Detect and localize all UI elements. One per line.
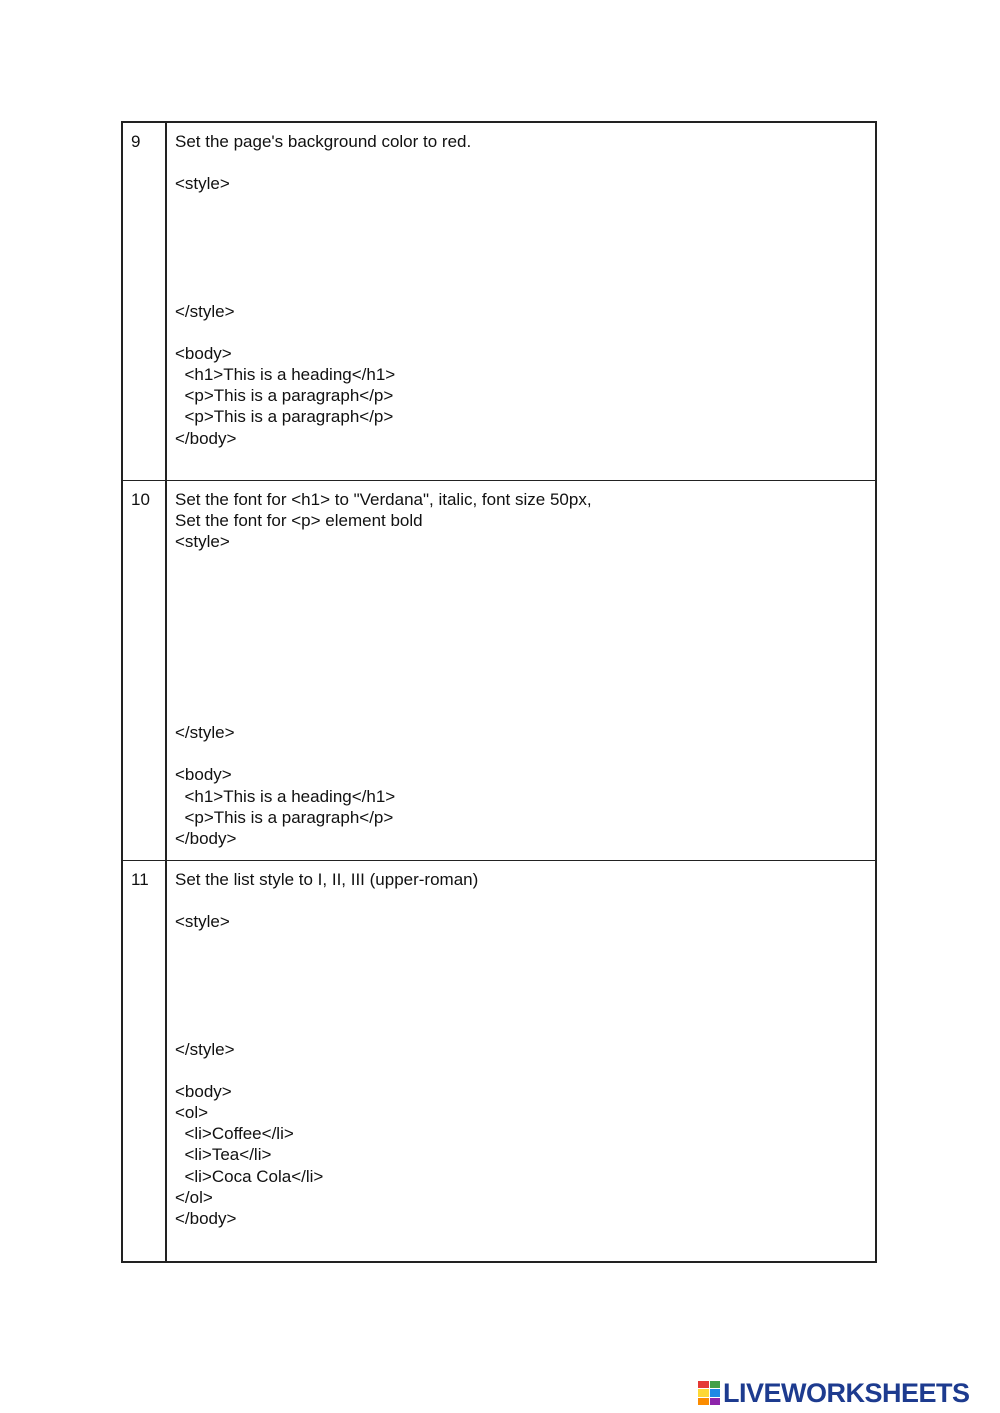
liveworksheets-logo-icon bbox=[698, 1381, 720, 1405]
code-line: </style> bbox=[175, 723, 235, 743]
code-line: <p>This is a paragraph</p> bbox=[175, 807, 394, 827]
code-line: <h1>This is a heading</h1> bbox=[175, 786, 396, 806]
exercise-rows bbox=[122, 122, 876, 1262]
code-line: <style> bbox=[175, 174, 230, 194]
answer-space bbox=[175, 574, 875, 595]
logo-square bbox=[698, 1389, 709, 1396]
exercise-instruction: Set the font for <h1> to "Verdana", italic, font size 50px, bbox=[175, 490, 592, 509]
code-line: <body> bbox=[175, 765, 232, 785]
liveworksheets-logo bbox=[698, 1378, 970, 1408]
answer-space bbox=[175, 195, 875, 216]
exercise-number: 9 bbox=[122, 122, 166, 481]
code-line: <body> bbox=[175, 343, 232, 363]
answer-space bbox=[175, 1017, 875, 1038]
code-line: <p>This is a paragraph</p> bbox=[175, 407, 394, 427]
exercise-content bbox=[166, 122, 876, 481]
exercise-number: 11 bbox=[122, 861, 166, 1263]
answer-space bbox=[175, 553, 875, 574]
answer-space bbox=[175, 152, 875, 173]
exercise-row bbox=[122, 861, 876, 1263]
logo-text: LIVEWORKSHEETS bbox=[723, 1377, 970, 1408]
code-line: <li>Coca Cola</li> bbox=[175, 1166, 324, 1186]
answer-space bbox=[175, 595, 875, 616]
answer-space bbox=[175, 616, 875, 637]
exercise-instruction: Set the list style to I, II, III (upper-roman) bbox=[175, 870, 479, 889]
answer-space bbox=[175, 322, 875, 343]
exercise-row bbox=[122, 122, 876, 481]
code-line: <style> bbox=[175, 912, 230, 932]
exercise-number: 10 bbox=[122, 481, 166, 861]
code-line: </body> bbox=[175, 428, 237, 448]
code-line: </body> bbox=[175, 829, 237, 848]
code-line: <p>This is a paragraph</p> bbox=[175, 386, 394, 406]
exercise-instruction: Set the page's background color to red. bbox=[175, 132, 472, 151]
exercise-content bbox=[166, 481, 876, 861]
answer-space bbox=[175, 996, 875, 1017]
code-line: <ol> bbox=[175, 1103, 209, 1123]
answer-space bbox=[175, 637, 875, 658]
answer-space bbox=[175, 975, 875, 996]
answer-space bbox=[175, 701, 875, 722]
code-line: <style> bbox=[175, 532, 230, 552]
code-line: </style> bbox=[175, 301, 235, 321]
answer-space bbox=[175, 659, 875, 680]
code-line: </ol> bbox=[175, 1187, 213, 1207]
answer-space bbox=[175, 237, 875, 258]
answer-space bbox=[175, 743, 875, 764]
exercise-content bbox=[166, 861, 876, 1263]
answer-space bbox=[175, 680, 875, 701]
answer-space bbox=[175, 890, 875, 911]
logo-square bbox=[698, 1381, 709, 1388]
answer-space bbox=[175, 216, 875, 237]
code-line: </body> bbox=[175, 1209, 237, 1228]
answer-space bbox=[175, 258, 875, 279]
logo-square bbox=[698, 1398, 709, 1405]
code-line: Set the font for <p> element bold bbox=[175, 511, 423, 531]
code-line: <body> bbox=[175, 1081, 232, 1101]
answer-space bbox=[175, 933, 875, 954]
code-line: <li>Tea</li> bbox=[175, 1145, 272, 1165]
answer-space bbox=[175, 279, 875, 300]
logo-square bbox=[710, 1381, 721, 1388]
answer-space bbox=[175, 954, 875, 975]
exercise-table bbox=[121, 121, 877, 1263]
logo-square bbox=[710, 1398, 721, 1405]
answer-space bbox=[175, 1060, 875, 1081]
logo-square bbox=[710, 1389, 721, 1396]
code-line: <li>Coffee</li> bbox=[175, 1124, 294, 1144]
code-line: <h1>This is a heading</h1> bbox=[175, 365, 396, 385]
exercise-row bbox=[122, 481, 876, 861]
code-line: </style> bbox=[175, 1039, 235, 1059]
